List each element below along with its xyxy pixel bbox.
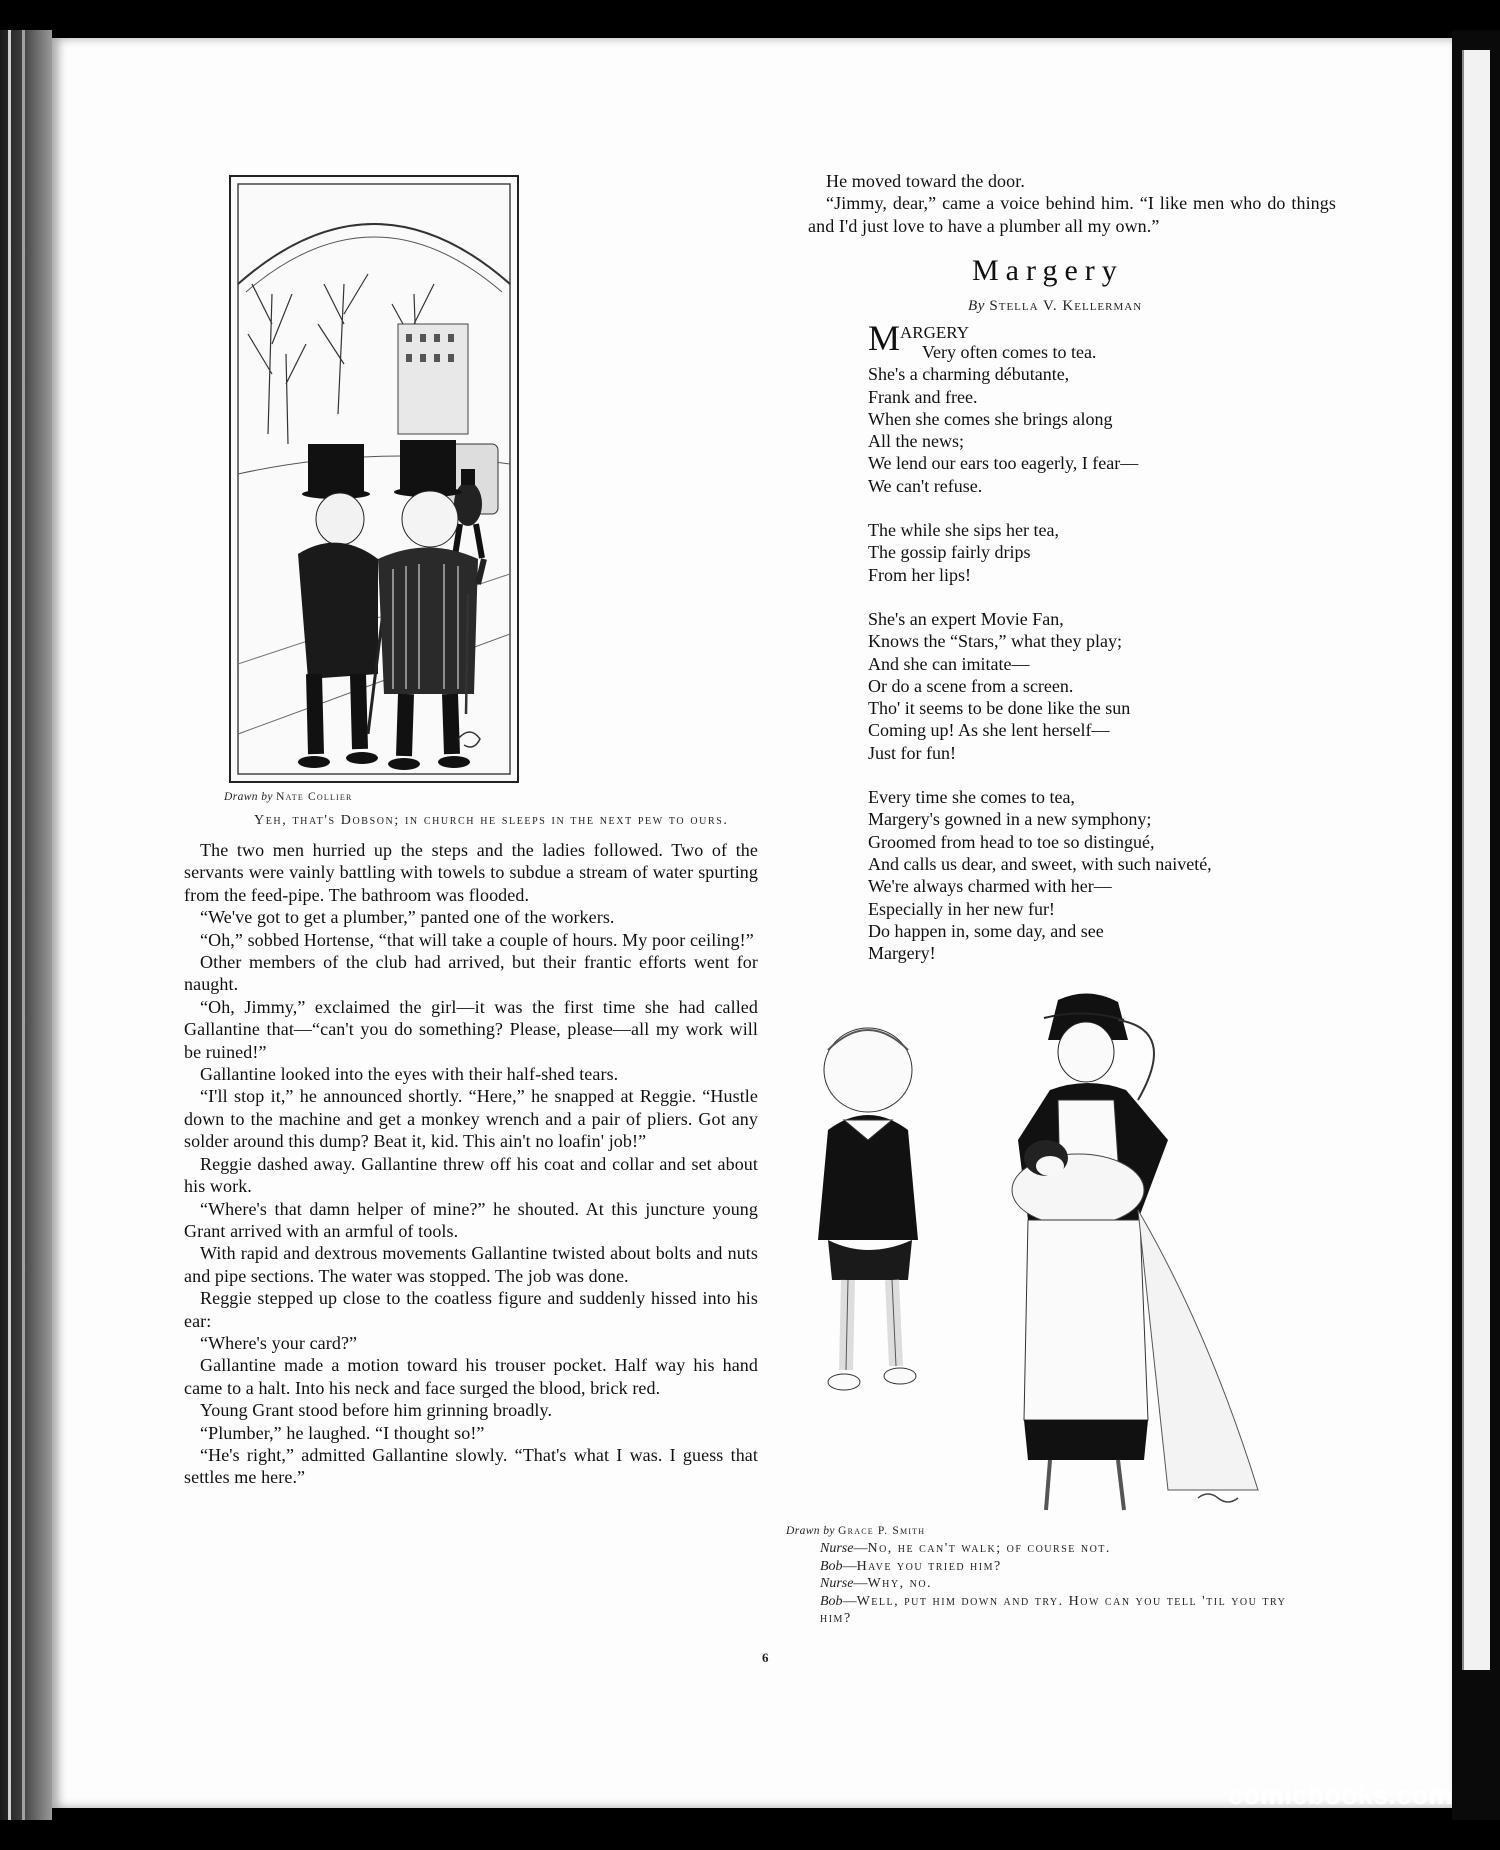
poem-line: Just for fun!: [868, 742, 956, 763]
story-paragraph: “I'll stop it,” he announced shortly. “Here,” he snapped at Reggie. “Hustle down to the machine and get a monkey wrench and a pair of pliers. Got any solder around this dump? Beat it, kid. This ain't no loafin' job!”: [184, 1086, 758, 1152]
book-edge-right: [1452, 30, 1500, 1820]
story-paragraph: Reggie stepped up close to the coatless figure and suddenly hissed into his ear:: [184, 1288, 758, 1331]
poem-line: Very often comes to tea.: [922, 342, 1097, 362]
illustration-caption-1: Yeh, that's Dobson; in church he sleeps in the next pew to ours.: [254, 813, 729, 828]
poem-line: All the news;: [868, 431, 964, 452]
story-paragraph: Gallantine looked into the eyes with their half-shed tears.: [200, 1064, 619, 1085]
dialogue-line: [820, 1593, 1310, 1628]
story-paragraph: “Plumber,” he laughed. “I thought so!”: [200, 1422, 485, 1443]
story-paragraph: “Oh, Jimmy,” exclaimed the girl—it was the first time she had called Gallantine that—“can't you do something? Please, please—all my work will be ruined!”: [184, 996, 758, 1062]
watermark: comicbooks.com: [1228, 1780, 1453, 1810]
story-paragraph: “We've got to get a plumber,” panted one of the workers.: [200, 907, 615, 928]
dialogue-dash: —: [842, 1593, 857, 1609]
dialogue-line: [820, 1558, 1310, 1576]
story-paragraph: “Where's that damn helper of mine?” he shouted. At this juncture young Grant arrived with an armful of tools.: [184, 1198, 758, 1241]
illustration-top-hat-men: [228, 174, 520, 786]
poem-line: Margery!: [868, 943, 936, 964]
dialogue-speaker: Bob: [820, 1593, 843, 1609]
story-left-column: [184, 839, 758, 1489]
story-paragraph: Other members of the club had arrived, but their frantic efforts went for naught.: [184, 952, 758, 995]
poem-author: Stella V. Kellerman: [989, 298, 1143, 314]
poem-line: Every time she comes to tea,: [868, 787, 1075, 808]
next-page-edge: [1462, 50, 1490, 1670]
credit-artist: Grace P. Smith: [838, 1525, 926, 1537]
credit-artist: Nate Collier: [276, 791, 353, 803]
illustration-credit-2: [786, 1525, 925, 1537]
dialogue-text: No, he can't walk; of course not.: [867, 1541, 1111, 1556]
dialogue-text: Well, put him down and try. How can you tell 'til you try him?: [820, 1593, 1287, 1627]
story-paragraph: He moved toward the door.: [826, 171, 1025, 191]
poem-line: Coming up! As she lent herself—: [868, 720, 1110, 741]
story-paragraph: “Jimmy, dear,” came a voice behind him. “I like men who do things and I'd just love to have a plumber all my own.”: [808, 193, 1336, 236]
poem-line: We can't refuse.: [868, 475, 983, 496]
poem-line: The while she sips her tea,: [868, 520, 1059, 541]
illustration-nurse-and-boy: [788, 990, 1324, 1520]
poem-byline: [968, 298, 1142, 315]
page-number: 6: [762, 1650, 769, 1665]
story-paragraph: “Where's your card?”: [200, 1332, 358, 1353]
dialogue-dash: —: [853, 1541, 868, 1556]
dialogue-speaker: Nurse: [820, 1541, 854, 1556]
book-binding-left: [0, 30, 52, 1820]
credit-label: Drawn by: [224, 791, 273, 803]
illustration-credit-1: [224, 791, 353, 803]
stanza-gap: [868, 497, 1308, 519]
story-paragraph: “He's right,” admitted Gallantine slowly. “That's what I was. I guess that settles me here.”: [184, 1444, 758, 1488]
stanza-gap: [868, 764, 1308, 786]
dialogue-text: Why, no.: [867, 1576, 933, 1592]
dialogue-line: [820, 1575, 1310, 1593]
dialogue-text: Have you tried him?: [856, 1558, 1002, 1574]
poem-line: Especially in her new fur!: [868, 898, 1055, 919]
poem-line: We're always charmed with her—: [868, 876, 1112, 897]
dialogue-speaker: Bob: [820, 1558, 843, 1574]
binding-edge: [8, 30, 11, 1820]
cartoon-dialogue: [820, 1540, 1310, 1628]
poem-line: And she can imitate—: [868, 653, 1030, 674]
poem-line: Knows the “Stars,” what they play;: [868, 631, 1122, 652]
poem-line: Margery's gowned in a new symphony;: [868, 809, 1152, 830]
poem-line: She's a charming débutante,: [868, 364, 1070, 385]
story-paragraph: Reggie dashed away. Gallantine threw off his coat and collar and set about his work.: [184, 1153, 758, 1197]
drop-cap-rest: ARGERY: [900, 323, 969, 342]
poem-line: She's an expert Movie Fan,: [868, 608, 1064, 629]
story-right-column-continued: [808, 170, 1336, 237]
poem-line: Tho' it seems to be done like the sun: [868, 698, 1131, 719]
drop-cap: M: [868, 318, 901, 358]
poem-title: Margery: [972, 254, 1124, 287]
dialogue-speaker: Nurse: [820, 1576, 854, 1592]
poem-line: The gossip fairly drips: [868, 542, 1031, 563]
poem-line: From her lips!: [868, 564, 971, 585]
dialogue-dash: —: [842, 1558, 857, 1574]
dialogue-line: [820, 1540, 1310, 1558]
dialogue-dash: —: [853, 1576, 868, 1592]
stanza-gap: [868, 586, 1308, 608]
poem-body: [868, 318, 1308, 964]
story-paragraph: With rapid and dextrous movements Gallantine twisted about bolts and nuts and pipe sections. The water was stopped. The job was done.: [184, 1243, 758, 1286]
binding-edge: [22, 30, 25, 1820]
poem-line: Frank and free.: [868, 386, 978, 407]
poem-line: When she comes she brings along: [868, 408, 1113, 429]
story-paragraph: Gallantine made a motion toward his trouser pocket. Half way his hand came to a halt. Into his neck and face surged the blood, brick red.: [184, 1355, 758, 1398]
story-paragraph: “Oh,” sobbed Hortense, “that will take a couple of hours. My poor ceiling!”: [200, 929, 754, 950]
poem-line: Groomed from head to toe so distingué,: [868, 831, 1155, 852]
story-paragraph: The two men hurried up the steps and the ladies followed. Two of the servants were vainly battling with towels to subdue a stream of water spurting from the feed-pipe. The bathroom was flooded.: [184, 840, 758, 905]
credit-label: Drawn by: [786, 1525, 835, 1537]
poem-line: We lend our ears too eagerly, I fear—: [868, 453, 1139, 474]
poem-line: Do happen in, some day, and see: [868, 920, 1104, 941]
byline-prefix: By: [968, 298, 986, 314]
poem-line: And calls us dear, and sweet, with such naiveté,: [868, 853, 1212, 874]
poem-line: Or do a scene from a screen.: [868, 675, 1074, 696]
story-paragraph: Young Grant stood before him grinning broadly.: [200, 1400, 553, 1421]
